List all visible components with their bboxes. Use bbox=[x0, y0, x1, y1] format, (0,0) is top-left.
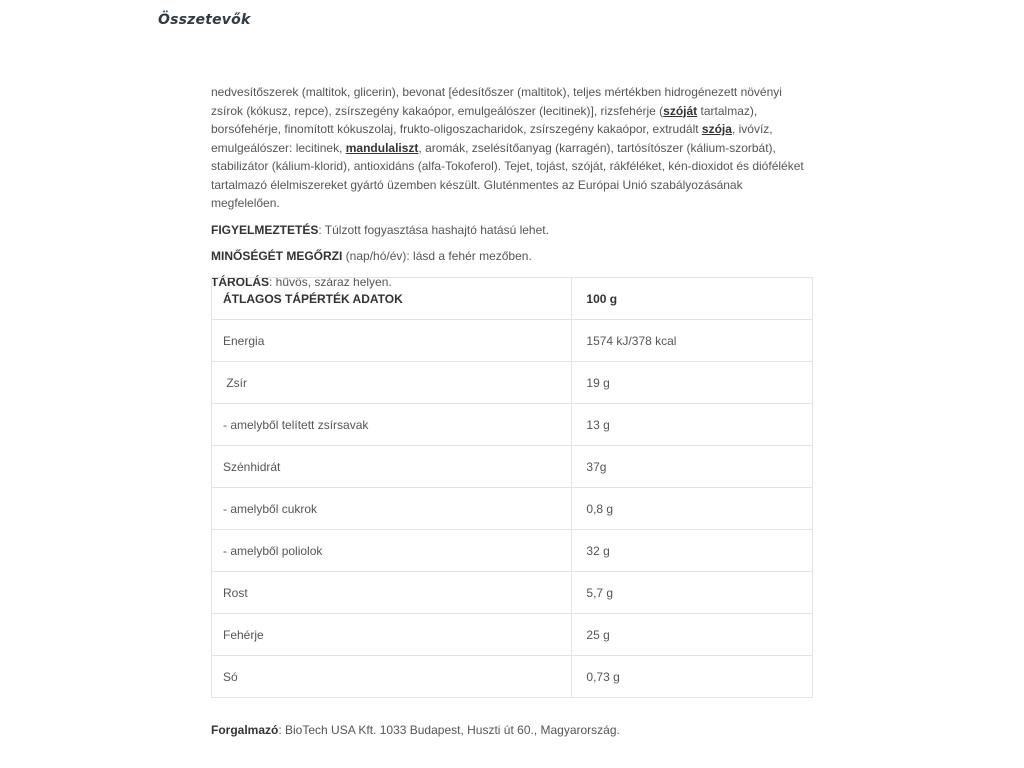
distributor-label: Forgalmazó bbox=[211, 723, 279, 737]
table-row bbox=[212, 488, 813, 530]
nutrient-name: Só bbox=[212, 656, 572, 698]
table-row bbox=[212, 572, 813, 614]
distributor-text: : BioTech USA Kft. 1033 Budapest, Huszti út 60., Magyarország. bbox=[278, 723, 620, 737]
table-row bbox=[212, 404, 813, 446]
nutrient-value: 37g bbox=[572, 446, 813, 488]
warning-text: : Túlzott fogyasztása hashajtó hatású lehet. bbox=[318, 222, 549, 237]
nutrient-value: 19 g bbox=[572, 362, 813, 404]
nutrient-value: 13 g bbox=[572, 404, 813, 446]
distributor-line bbox=[211, 721, 620, 739]
section-title: Összetevők bbox=[158, 12, 251, 28]
allergen-soy-2: szója bbox=[701, 122, 732, 136]
table-row bbox=[212, 656, 813, 698]
nutrient-name: Fehérje bbox=[212, 614, 572, 656]
nutrient-name: - amelyből poliolok bbox=[212, 530, 572, 572]
nutrient-name: Energia bbox=[212, 320, 572, 362]
allergen-soy-1: szóját bbox=[663, 103, 698, 118]
nutrient-value: 32 g bbox=[572, 530, 813, 572]
nutrition-header-label: ÁTLAGOS TÁPÉRTÉK ADATOK bbox=[212, 278, 572, 320]
nutrient-value: 25 g bbox=[572, 614, 813, 656]
nutrient-name: Szénhidrát bbox=[212, 446, 572, 488]
ingredients-part-4: , aromák, zselésítőanyag (karragén), tartósítószer (kálium-szorbát), stabilizátor (kálium-klorid), antioxidáns (alfa-Tokoferol). Tejet, tojást, szóját, rákféléket, kén-dioxidot és dióféléket tartalmazó élelmiszereket gyártó üzemben készült. Gluténmentes az Európai Unió szabályozásának megfelelően. bbox=[211, 140, 804, 210]
nutrient-value: 1574 kJ/378 kcal bbox=[572, 320, 813, 362]
nutrient-value: 0,73 g bbox=[572, 656, 813, 698]
table-row bbox=[212, 446, 813, 488]
allergen-almond: mandulaliszt bbox=[345, 140, 419, 155]
nutrition-table bbox=[211, 274, 813, 698]
best-before-line bbox=[211, 247, 813, 265]
table-row bbox=[212, 530, 813, 572]
nutrition-header-amount: 100 g bbox=[572, 278, 813, 320]
storage-text: : hűvös, száraz helyen. bbox=[269, 274, 392, 289]
best-before-label: MINŐSÉGÉT MEGŐRZI bbox=[211, 248, 343, 263]
nutrition-header-row bbox=[212, 278, 813, 320]
nutrient-name: Rost bbox=[212, 572, 572, 614]
product-details bbox=[211, 83, 813, 291]
table-row bbox=[212, 320, 813, 362]
nutrient-name: - amelyből telített zsírsavak bbox=[212, 404, 572, 446]
nutrient-value: 5,7 g bbox=[572, 572, 813, 614]
nutrient-name: Zsír bbox=[212, 362, 572, 404]
warning-line bbox=[211, 221, 813, 239]
best-before-text: (nap/hó/év): lásd a fehér mezőben. bbox=[342, 248, 532, 263]
warning-label: FIGYELMEZTETÉS bbox=[211, 222, 319, 237]
ingredients-part-2: tartalmaz), borsófehérje, finomított kókuszolaj, frukto-oligoszacharidok, zsírszegény kakaópor, extrudált bbox=[211, 103, 758, 136]
table-row bbox=[212, 362, 813, 404]
nutrient-value: 0,8 g bbox=[572, 488, 813, 530]
ingredients-part-1: nedvesítőszerek (maltitok, glicerin), bevonat [édesítőszer (maltitok), teljes mértékben hidrogénezett növényi zsírok (kókusz, repce), zsírszegény kakaópor, emulgeálószer (lecitinek)], rizsfehérje ( bbox=[211, 85, 782, 118]
nutrient-name: - amelyből cukrok bbox=[212, 488, 572, 530]
table-row bbox=[212, 614, 813, 656]
ingredients-text bbox=[211, 83, 813, 213]
storage-label: TÁROLÁS bbox=[211, 274, 269, 289]
ingredients-part-3: , ivóvíz, emulgeálószer: lecitinek, bbox=[211, 122, 773, 155]
